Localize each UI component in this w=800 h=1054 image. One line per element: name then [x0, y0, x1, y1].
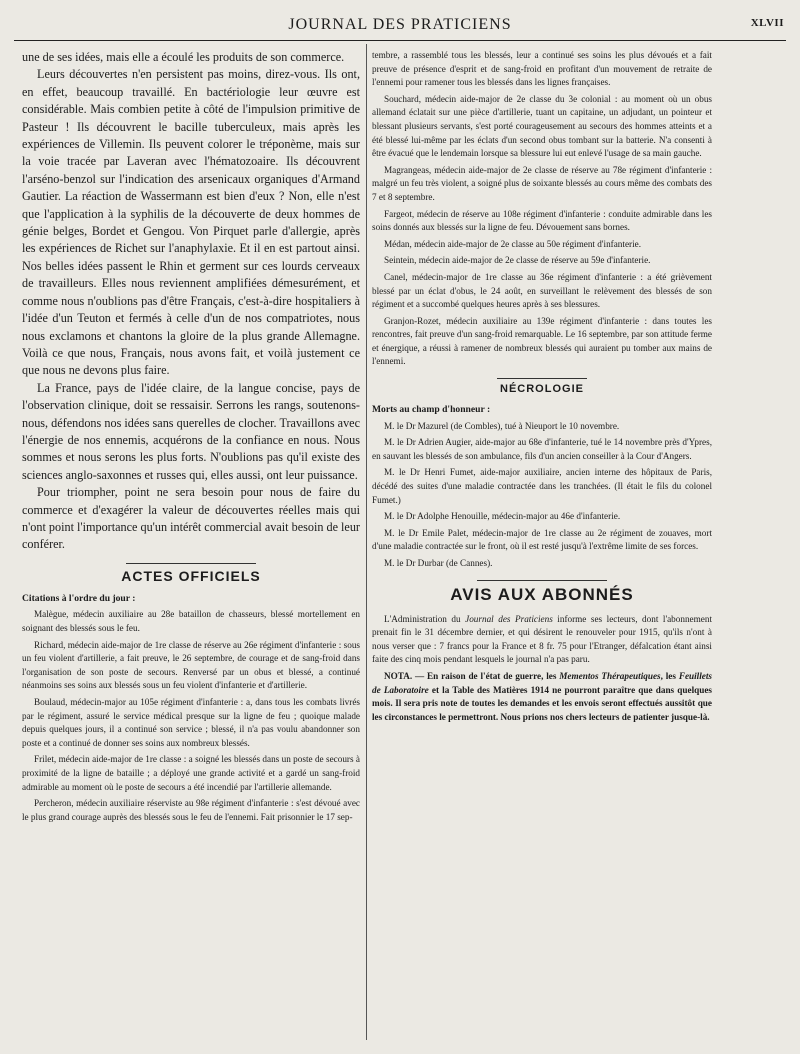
article-paragraph: une de ses idées, mais elle a écoulé les produits de son commerce.	[22, 50, 345, 64]
article-paragraph: La France, pays de l'idée claire, de la langue concise, pays de l'observation clinique, doit se ressaisir. Serrons les rangs, soutenons-nous, défendons nos idées sans querelles de clocher. Travaillons avec l'énergie de nos ennemis, acquérons de la confiance en nous. Nous sommes et nous serons les plus forts. N'oublions pas qu'il existe des sciences anglo-saxonnes et russes qui, elles aussi, ont leur puissance.	[22, 380, 360, 482]
necrologie-section	[372, 403, 712, 571]
citation-item: tembre, a rassemblé tous les blessés, leur a continué ses soins les plus dévoués et a fait preuve de présence d'esprit et de sang-froid en profitant d'un mouvement de retraite de l'ennemi pour ramener tous les blessés dans les lignes françaises.	[372, 50, 712, 88]
nota-text: et la Table des Matières 1914 ne pourront paraître que dans quelques mois. Il sera pris note de toutes les demandes et les envois seront effectués aussitôt que les circonstances le permettront. Nous prions nos chers lecteurs de patienter jusque-là.	[372, 684, 712, 722]
section-title: ACTES OFFICIELS	[121, 567, 261, 584]
nota-text: , les	[660, 670, 679, 681]
nota-text: — En raison de l'état de guerre, les	[412, 670, 560, 681]
citation-item: Canel, médecin-major de 1re classe au 36e régiment d'infanterie : a été grièvement blessé par un éclat d'obus, le 24 août, en surveillant le relèvement des blessés de son régiment et a succombé quelques heures après à ses blessures.	[372, 271, 712, 310]
column-divider	[366, 44, 367, 1040]
journal-title: JOURNAL DES PRATICIENS	[288, 16, 512, 33]
actes-officiels-heading	[22, 563, 360, 584]
avis-text: L'Administration du	[384, 613, 466, 624]
actes-officiels-section	[22, 592, 360, 825]
citation-item: Frilet, médecin aide-major de 1re classe : a soigné les blessés dans un poste de secours à proximité de la ligne de bataille ; a déployé une grande activité et a gardé un sang-froid admirable au moment où le poste de secours a été incendié par l'artillerie allemande.	[22, 754, 360, 792]
right-column	[372, 49, 712, 1044]
citation-item: Boulaud, médecin-major au 105e régiment d'infanterie : a, dans tous les combats livrés par le régiment, assuré le service médical presque sur la ligne de feu ; quoique malade depuis quelques jours, il a continué son service ; blessé, il n'a pas voulu abandonner son poste et a continué de donner ses soins aux nombreux blessés.	[22, 696, 360, 748]
editorial-article	[22, 49, 360, 554]
journal-name: Journal des Praticiens	[465, 613, 553, 624]
section-rule	[497, 378, 587, 379]
section-rule	[126, 563, 256, 564]
nota-title: Feuillets de Laboratoire	[372, 670, 712, 695]
actes-officiels-continued	[372, 49, 712, 369]
page-header	[14, 14, 786, 41]
necrologie-heading	[372, 378, 712, 395]
citation-item: Médan, médecin aide-major de 2e classe au 50e régiment d'infanterie.	[384, 238, 642, 249]
citation-item: Percheron, médecin auxiliaire réserviste au 98e régiment d'infanterie : s'est dévoué avec le plus grand courage auprès des blessés sous le feu de l'ennemi. Fait prisonnier le 17 sep-	[22, 798, 360, 822]
morts-subhead: Morts au champ d'honneur :	[372, 404, 491, 416]
section-title: AVIS AUX ABONNÉS	[450, 584, 634, 604]
section-title: NÉCROLOGIE	[500, 383, 584, 396]
citation-item: Magrangeas, médecin aide-major de 2e classe de réserve au 78e régiment d'infanterie : malgré un feu très violent, a soigné plus de soixante blessés au cours même des combats des 7 et 8 septembre.	[372, 164, 712, 202]
avis-heading	[372, 580, 712, 605]
citation-item: Richard, médecin aide-major de 1re classe de réserve au 26e régiment d'infanterie : sous un feu violent d'artillerie, a fait preuve, le 26 septembre, de courage et de sang-froid dans l'organisation de son poste de secours. Renversé par un obus et blessé, a continué néanmoins ses soins aux blessés sous un feu violent d'infanterie et d'artillerie.	[22, 639, 360, 691]
citation-item: Seintein, médecin aide-major de 2e classe de réserve au 59e d'infanterie.	[384, 255, 651, 266]
obituary-item: M. le Dr Henri Fumet, aide-major auxiliaire, ancien interne des hôpitaux de Paris, décédé des suites d'une maladie contractée dans les tranchées. (Il était le fils du colonel Fumet.)	[372, 467, 712, 505]
citation-item: Souchard, médecin aide-major de 2e classe du 3e colonial : au moment où un obus allemand éclatait sur une pièce d'artillerie, tuant un capitaine, un adjudant, un pointeur et blessant plusieurs servants, s'est porté courageusement au secours des hommes atteints et a été blessé lui-même par les éclats d'un second obus tombant sur la batterie. N'a consenti à être évacué que le lendemain lorsque sa blessure lui eut enlevé l'usage de sa main gauche.	[372, 93, 712, 159]
citation-item: Malègue, médecin auxiliaire au 28e bataillon de chasseurs, blessé mortellement en soignant des blessés sous le feu.	[22, 609, 360, 633]
avis-paragraph	[372, 613, 712, 667]
nota-title: Mementos Thérapeutiques	[559, 670, 661, 681]
article-paragraph: Leurs découvertes n'en persistent pas moins, direz-vous. Ils ont, en effet, beaucoup travaillé. En bactériologie leur œuvre est considérable. Mais combien petite à côté de l'impulsion primitive de Pasteur ! Ils découvrent le bacille tuberculeux, mais après les expériences de Villemin. Ils peuvent colorer le tréponème, mais sur la voie tracée par Laveran avec l'hématozoaire. Ils découvrent l'arséno-benzol sur l'indication des arsenicaux organiques d'Armand Gautier. La réaction de Wassermann est bien d'eux ? Non, elle n'est que l'application à la syphilis de la découverte de deux hommes de génie belges, Bordet et Gengou. Von Pirquet parle d'allergie, après les expériences de Richet sur l'anaphylaxie. Et il en est partout ainsi. Nos belles idées passent le Rhin et germent sur ces lourds cerveaux de travailleurs. Elles nous reviennent amplifiées démesurément, et comme nous n'oublions pas d'être Français, c'est-à-dire hospitaliers à l'idée d'un Teuton et fermés à celle d'un de nos compatriotes, nous nous exclamons et chantons la gloire de la plus grande Allemagne. Voilà ce que nous, Français, nous avons fait, et voilà justement ce que nous ne devons plus faire.	[22, 67, 360, 378]
citation-item: Fargeot, médecin de réserve au 108e régiment d'infanterie : conduite admirable dans les soins donnés aux blessés sur la ligne de feu. Dévouement sans bornes.	[372, 208, 712, 233]
citation-item: Granjon-Rozet, médecin auxiliaire au 139e régiment d'infanterie : dans toutes les rencontres, fait preuve d'un sang-froid remarquable. Le 16 septembre, par son attitude ferme et énergique, a réussi à ramener de nombreux blessés qui auraient pu tomber aux mains de l'ennemi.	[372, 315, 712, 367]
obituary-item: M. le Dr Durbar (de Cannes).	[384, 558, 493, 568]
page-number: XLVII	[750, 17, 784, 29]
nota-paragraph	[372, 670, 712, 724]
avis-section	[372, 613, 712, 725]
article-paragraph: Pour triompher, point ne sera besoin pour nous de faire du commerce et d'exagérer la valeur de découvertes réelles mais qui n'ont point l'importance qu'un intérêt commercial avait besoin de leur conférer.	[22, 485, 360, 552]
avis-text: informe ses lecteurs, dont l'abonnement prenait fin le 31 décembre dernier, et qui désirent le renouveler pour 1915, qu'ils n'ont à nous verser que : 7 francs pour la France et 8 fr. 75 pour l'Etranger, défalcation étant ainsi faite des cinq mois pendant lesquels le journal n'a pas paru.	[372, 613, 712, 665]
section-rule	[477, 580, 607, 581]
nota-label: NOTA.	[384, 670, 413, 681]
obituary-item: M. le Dr Adolphe Henouille, médecin-major au 46e d'infanterie.	[384, 511, 621, 522]
citations-subhead: Citations à l'ordre du jour :	[22, 592, 136, 604]
obituary-item: M. le Dr Emile Palet, médecin-major de 1re classe au 2e régiment de zouaves, mort d'une maladie contractée sur le front, où il est resté jusqu'à l'extrême limite de ses forces.	[372, 527, 712, 552]
left-column	[22, 49, 360, 1044]
obituary-item: M. le Dr Mazurel (de Combles), tué à Nieuport le 10 novembre.	[384, 420, 620, 431]
obituary-item: M. le Dr Adrien Augier, aide-major au 68e d'infanterie, tué le 14 novembre près d'Ypres, en sauvant les blessés de son ambulance, fils d'un ancien conseiller à la Cour d'Angers.	[372, 437, 712, 461]
